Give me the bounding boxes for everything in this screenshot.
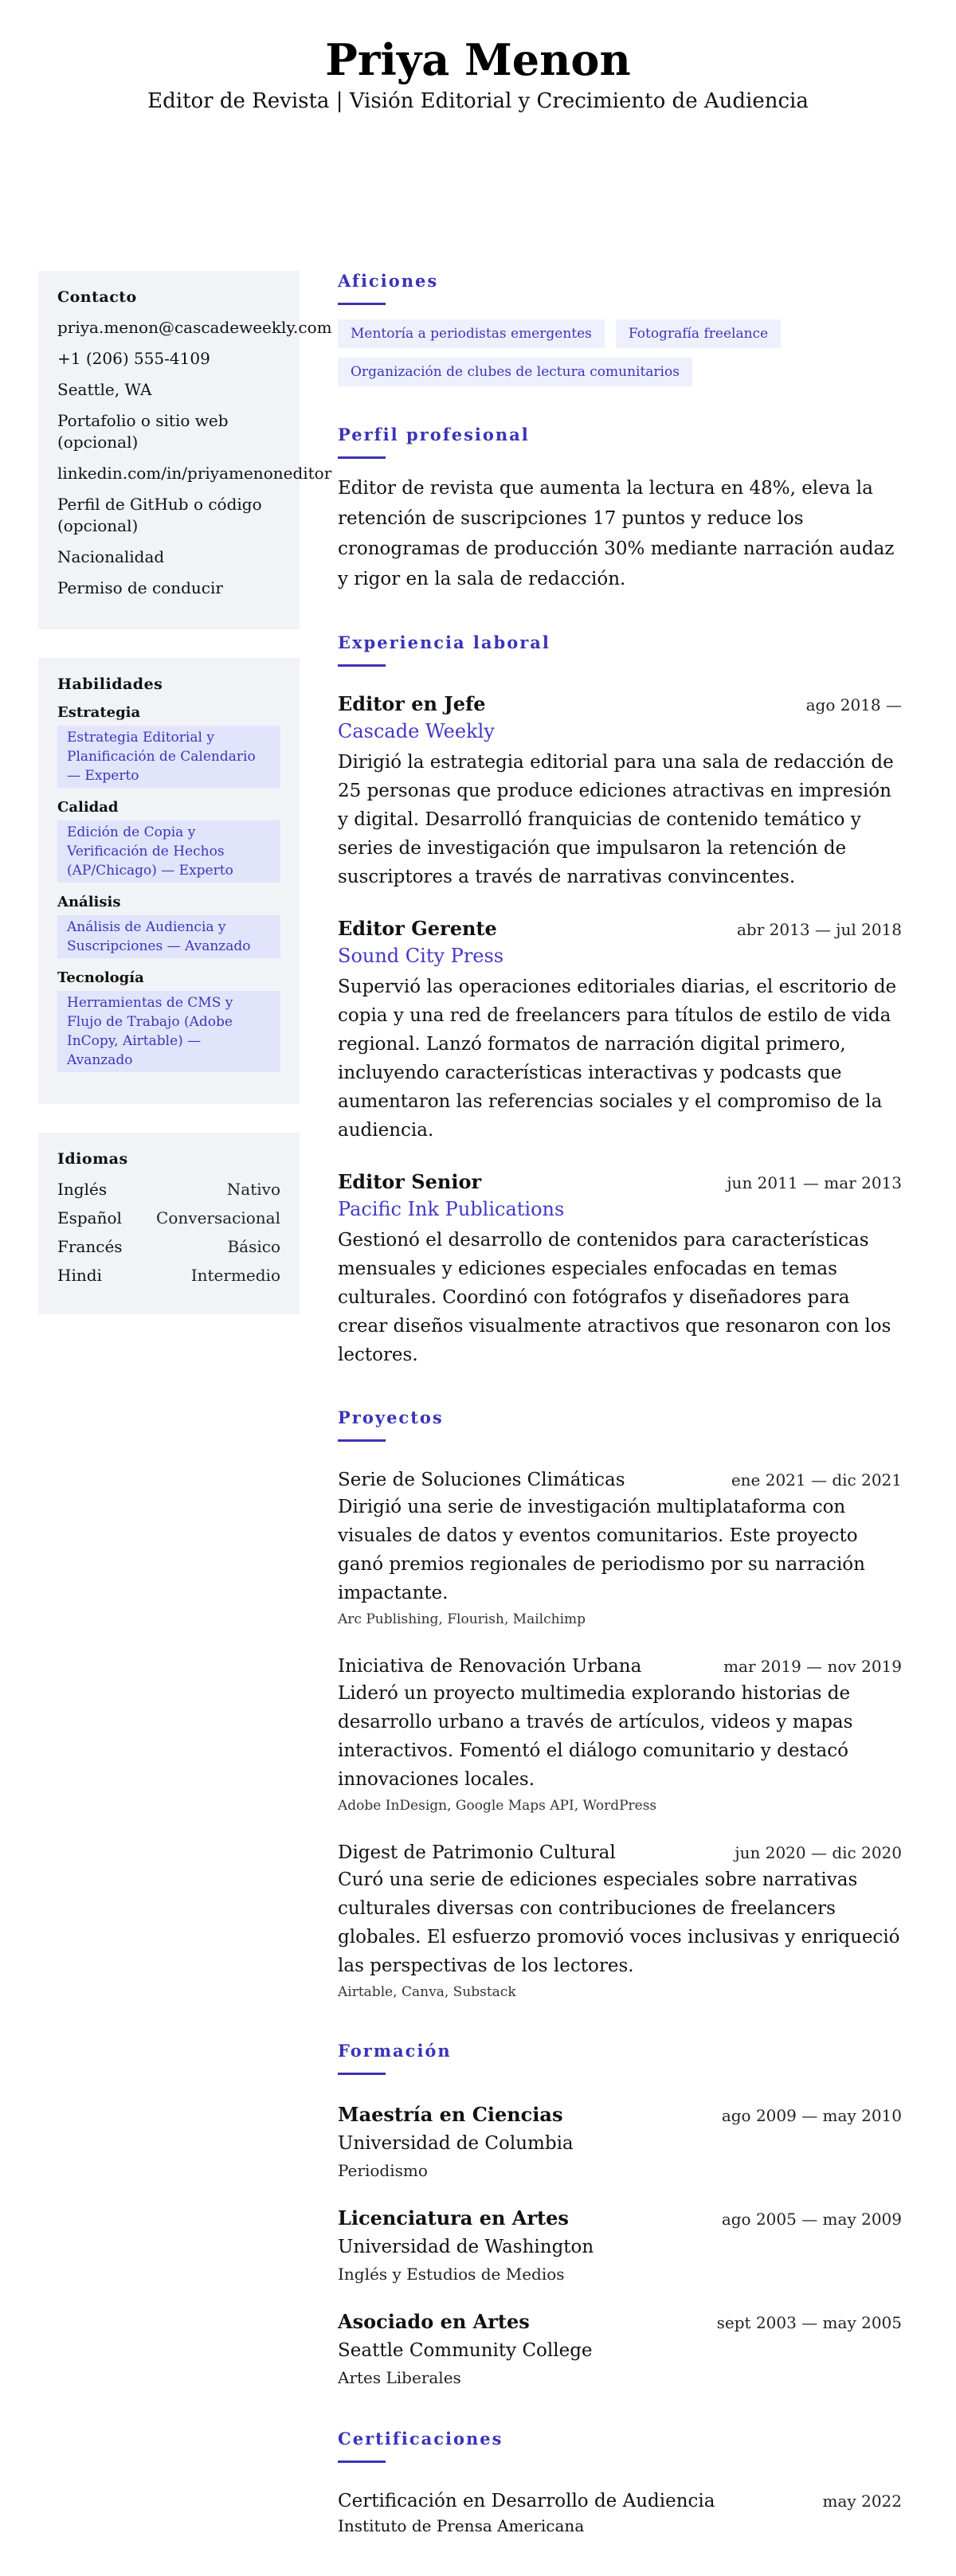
language-name: Español: [57, 1208, 122, 1227]
certification-entry: [338, 2488, 902, 2538]
projects-section: [338, 1407, 902, 2002]
contact-nationality: Nacionalidad: [57, 547, 165, 566]
contact-phone[interactable]: +1 (206) 555-4109: [57, 349, 210, 368]
project-description: Lideró un proyecto multimedia explorando historias de desarrollo urbano a través de artículos, videos y mapas interactivos. Fomentó el diálogo comunitario y destacó innovaciones locales.: [338, 1683, 853, 1790]
language-row: [57, 1208, 280, 1229]
language-level: Conversacional: [156, 1208, 280, 1227]
project-tech: Adobe InDesign, Google Maps API, WordPress: [338, 1798, 657, 1814]
skill-chip: Edición de Copia y Verificación de Hechos (AP/Chicago) — Experto: [57, 820, 280, 883]
job-title: Editor en Jefe: [338, 692, 486, 715]
skill-category: Análisis: [57, 894, 121, 910]
skill-group: [57, 894, 280, 958]
company-name: Sound City Press: [338, 945, 504, 967]
project-description: Dirigió una serie de investigación multiplataforma con visuales de datos y eventos comunitarios. Este proyecto ganó premios regionales de periodismo por su narración impactante.: [338, 1497, 865, 1603]
project-entry: [338, 1654, 902, 1816]
section-title: Formación: [338, 2041, 452, 2061]
education-section: [338, 2041, 902, 2390]
contact-portfolio: Portafolio o sitio web (opcional): [57, 411, 229, 452]
languages-card: [38, 1133, 300, 1314]
section-title: Perfil profesional: [338, 425, 530, 444]
job-description: Supervió las operaciones editoriales diarias, el escritorio de copia y una red de freelancers para títulos de estilo de vida regional. Lanzó formatos de narración digital primero, incluyendo características interactivas y podcasts que aumentaron las referencias sociales y el compromiso de la audiencia.: [338, 977, 897, 1141]
education-dates: ago 2005 — may 2009: [721, 2210, 902, 2229]
section-divider: [338, 2461, 386, 2463]
education-entry: [338, 2204, 902, 2287]
skill-group: [57, 704, 280, 788]
language-row: [57, 1265, 280, 1286]
certifications-section: [338, 2429, 902, 2538]
job-dates: abr 2013 — jul 2018: [737, 920, 902, 939]
section-divider: [338, 664, 386, 667]
job-title: Editor Senior: [338, 1170, 482, 1193]
section-divider: [338, 2073, 386, 2075]
skill-category: Calidad: [57, 799, 119, 816]
education-dates: sept 2003 — may 2005: [716, 2313, 902, 2332]
section-title: Certificaciones: [338, 2429, 503, 2449]
section-title: Aficiones: [338, 271, 439, 291]
section-title: Experiencia laboral: [338, 632, 550, 652]
skill-group: [57, 969, 280, 1072]
project-dates: mar 2019 — nov 2019: [723, 1657, 902, 1676]
project-entry: [338, 1840, 902, 2002]
contact-email[interactable]: priya.menon@cascadeweekly.com: [57, 318, 332, 337]
school-name: Universidad de Columbia: [338, 2133, 574, 2154]
field-of-study: Artes Liberales: [338, 2368, 461, 2387]
education-entry: [338, 2308, 902, 2390]
skills-card: [38, 658, 300, 1104]
skill-chip: Análisis de Audiencia y Suscripciones — Avanzado: [57, 915, 280, 958]
project-tech: Arc Publishing, Flourish, Mailchimp: [338, 1611, 586, 1627]
certification-date: may 2022: [822, 2492, 902, 2511]
section-title: Proyectos: [338, 1407, 444, 1427]
education-entry: [338, 2100, 902, 2183]
main-content: [338, 271, 902, 2576]
certification-issuer: Instituto de Prensa Americana: [338, 2516, 585, 2535]
experience-section: [338, 632, 902, 1369]
contact-card: [38, 271, 332, 629]
education-dates: ago 2009 — may 2010: [721, 2106, 902, 2125]
skill-chip: Estrategia Editorial y Planificación de Calendario — Experto: [57, 726, 280, 788]
contact-github: Perfil de GitHub o código (opcional): [57, 495, 262, 535]
language-level: Básico: [227, 1237, 280, 1256]
candidate-tagline: Editor de Revista | Visión Editorial y Crecimiento de Audiencia: [147, 89, 809, 113]
project-dates: jun 2020 — dic 2020: [735, 1843, 902, 1862]
language-name: Francés: [57, 1237, 123, 1256]
degree-title: Asociado en Artes: [338, 2310, 530, 2333]
skill-category: Estrategia: [57, 704, 141, 721]
section-divider: [338, 456, 386, 459]
school-name: Seattle Community College: [338, 2340, 593, 2361]
certification-title: Certificación en Desarrollo de Audiencia: [338, 2491, 715, 2511]
project-tech: Airtable, Canva, Substack: [338, 1984, 516, 2000]
skill-category: Tecnología: [57, 969, 144, 986]
experience-entry: [338, 691, 902, 891]
section-divider: [338, 303, 386, 305]
contact-title: Contacto: [57, 288, 137, 306]
degree-title: Maestría en Ciencias: [338, 2103, 563, 2126]
project-entry: [338, 1467, 902, 1630]
language-name: Hindi: [57, 1266, 102, 1285]
language-level: Intermedio: [190, 1266, 280, 1285]
hobbies-section: [338, 271, 902, 386]
school-name: Universidad de Washington: [338, 2237, 594, 2257]
project-description: Curó una serie de ediciones especiales sobre narrativas culturales diversas con contribuciones de freelancers globales. El esfuerzo promovió voces inclusivas y enriqueció las perspectivas de los lectores.: [338, 1869, 900, 1976]
field-of-study: Inglés y Estudios de Medios: [338, 2265, 565, 2284]
job-dates: ago 2018 —: [805, 695, 902, 714]
skill-chip: Herramientas de CMS y Flujo de Trabajo (Adobe InCopy, Airtable) — Avanzado: [57, 991, 280, 1072]
language-row: [57, 1179, 280, 1200]
hobby-chips: [338, 319, 902, 386]
project-title: Serie de Soluciones Climáticas: [338, 1470, 625, 1490]
language-level: Nativo: [226, 1180, 280, 1199]
contact-drivers-license: Permiso de conducir: [57, 578, 223, 597]
candidate-name: Priya Menon: [325, 34, 631, 85]
job-title: Editor Gerente: [338, 917, 497, 940]
experience-entry: [338, 1169, 902, 1369]
field-of-study: Periodismo: [338, 2161, 428, 2180]
skills-title: Habilidades: [57, 675, 163, 693]
profile-section: [338, 425, 902, 594]
experience-entry: [338, 915, 902, 1145]
project-title: Iniciativa de Renovación Urbana: [338, 1656, 642, 1677]
hobby-chip: Fotografía freelance: [616, 319, 781, 348]
job-dates: jun 2011 — mar 2013: [727, 1173, 902, 1192]
languages-title: Idiomas: [57, 1150, 128, 1168]
job-description: Gestionó el desarrollo de contenidos para características mensuales y ediciones especiales enfocadas en temas culturales. Coordinó con fotógrafos y diseñadores para crear diseños visualmente atractivos que resonaron con los lectores.: [338, 1230, 891, 1365]
hobby-chip: Mentoría a periodistas emergentes: [338, 319, 605, 348]
resume-header: [0, 0, 956, 115]
company-name: Pacific Ink Publications: [338, 1198, 565, 1220]
project-title: Digest de Patrimonio Cultural: [338, 1842, 616, 1863]
skill-group: [57, 799, 280, 883]
profile-summary: Editor de revista que aumenta la lectura en 48%, eleva la retención de suscripciones 17 puntos y reduce los cronogramas de producción 30% mediante narración audaz y rigor en la sala de redacción.: [338, 478, 895, 589]
language-row: [57, 1236, 280, 1258]
hobby-chip: Organización de clubes de lectura comunitarios: [338, 358, 692, 386]
sidebar: [38, 271, 332, 1343]
section-divider: [338, 1439, 386, 1442]
job-description: Dirigió la estrategia editorial para una sala de redacción de 25 personas que produce ediciones atractivas en impresión y digital. Desarrolló franquicias de contenido temático y series de investigación que impulsaron la retención de suscriptores a través de narrativas convincentes.: [338, 752, 894, 887]
contact-linkedin[interactable]: linkedin.com/in/priyamenoneditor: [57, 464, 332, 483]
language-name: Inglés: [57, 1180, 108, 1199]
company-name: Cascade Weekly: [338, 720, 495, 742]
degree-title: Licenciatura en Artes: [338, 2206, 569, 2230]
project-dates: ene 2021 — dic 2021: [731, 1470, 902, 1490]
contact-location: Seattle, WA: [57, 380, 152, 399]
